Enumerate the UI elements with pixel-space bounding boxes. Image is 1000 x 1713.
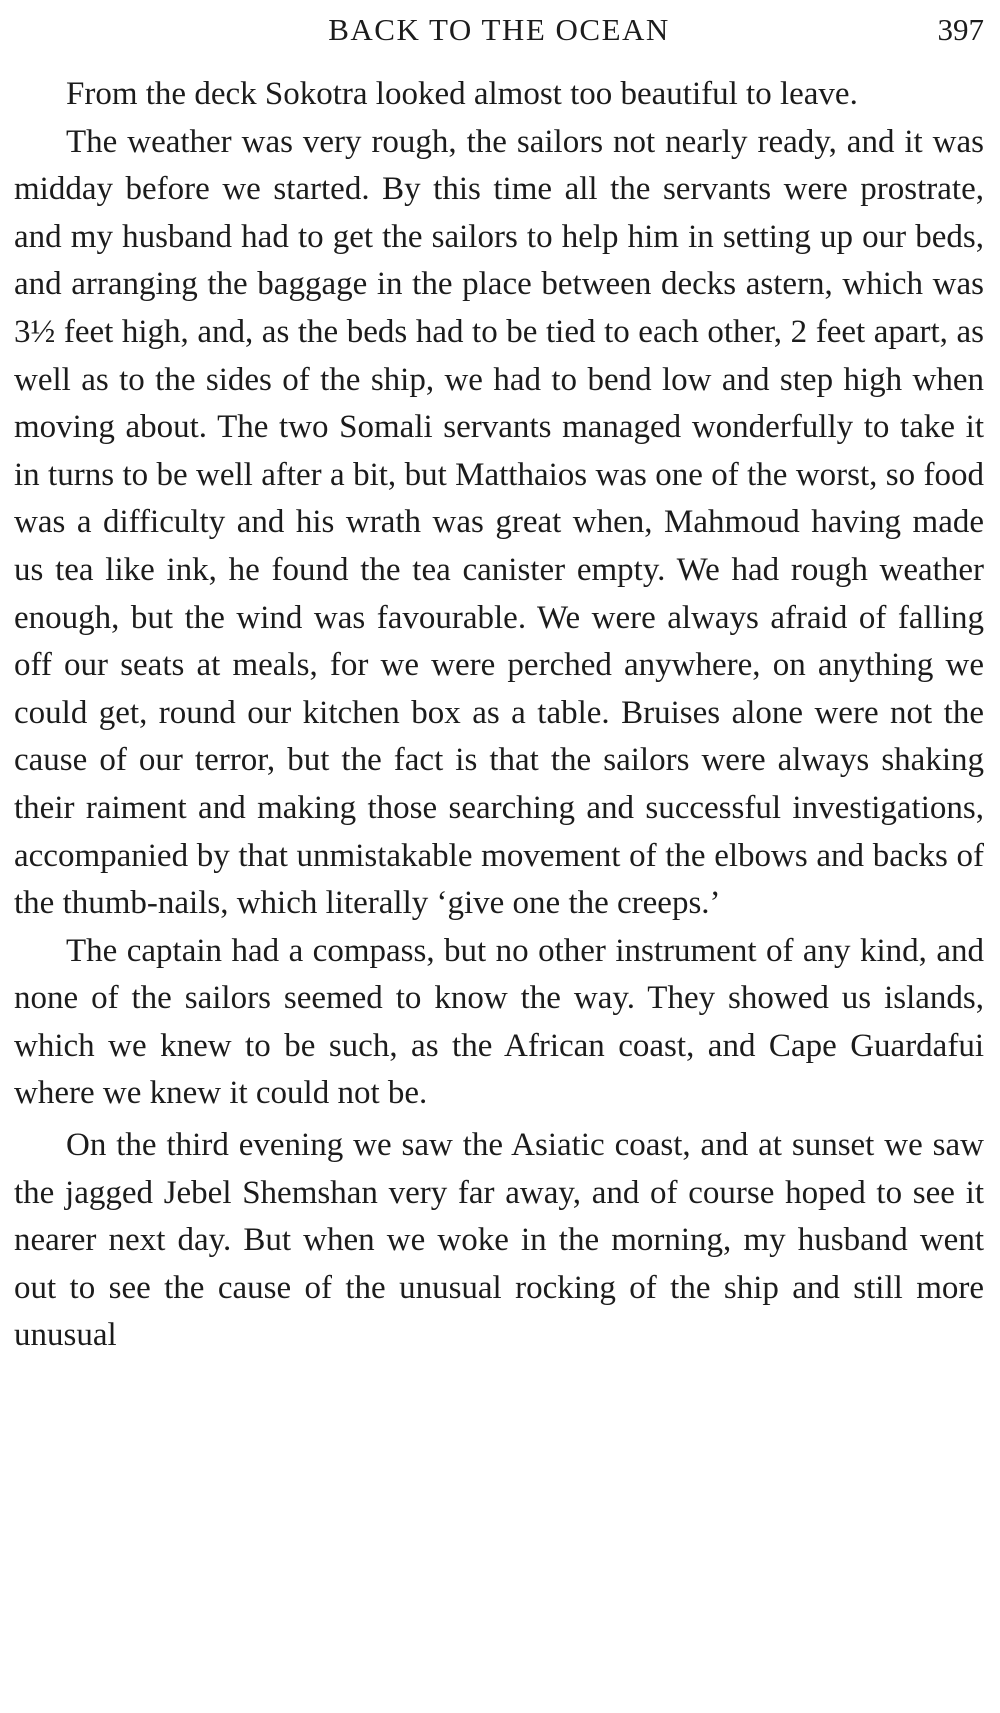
running-title: BACK TO THE OCEAN — [328, 12, 670, 47]
page-number: 397 — [937, 12, 984, 47]
paragraph-third-evening: On the third evening we saw the Asiatic coast, and at sunset we saw the jagged Jebel Shemshan very far away, and of course hoped to see it nearer next day. But when we woke in the morning, my husband went out to see the cause of the unusual rocking of the ship and still more unusual — [14, 1127, 984, 1354]
paragraph-rough-voyage: The weather was very rough, the sailors not nearly ready, and it was midday before we started. By this time all the servants were prostrate, and my husband had to get the sailors to help him in setting up our beds, and arranging the baggage in the place between decks astern, which was 3½ feet high, and, as the beds had to be tied to each other, 2 feet apart, as well as to the sides of the ship, we had to bend low and step high when moving about. The two Somali servants managed wonderfully to take it in turns to be well after a bit, but Matthaios was one of the worst, so food was a difficulty and his wrath was great when, Mahmoud having made us tea like ink, he found the tea canister empty. We had rough weather enough, but the wind was favourable. We were always afraid of falling off our seats at meals, for we were perched anywhere, on anything we could get, round our kitchen box as a table. Bruises alone were not the cause of our terror, but the fact is that the sailors were always shaking their raiment and making those searching and successful investigations, accompanied by that unmistakable movement of the elbows and backs of the thumb-nails, which literally ‘give one the creeps.’ — [14, 123, 984, 922]
paragraph-deck-view: From the deck Sokotra looked almost too beautiful to leave. — [66, 76, 858, 112]
running-head — [14, 8, 984, 52]
paragraph-captain-compass: The captain had a compass, but no other instrument of any kind, and none of the sailors seemed to know the way. They showed us islands, which we knew to be such, as the African coast, and Cape Guardafui where we knew it could not be. — [14, 932, 984, 1112]
text-body — [14, 71, 984, 1360]
